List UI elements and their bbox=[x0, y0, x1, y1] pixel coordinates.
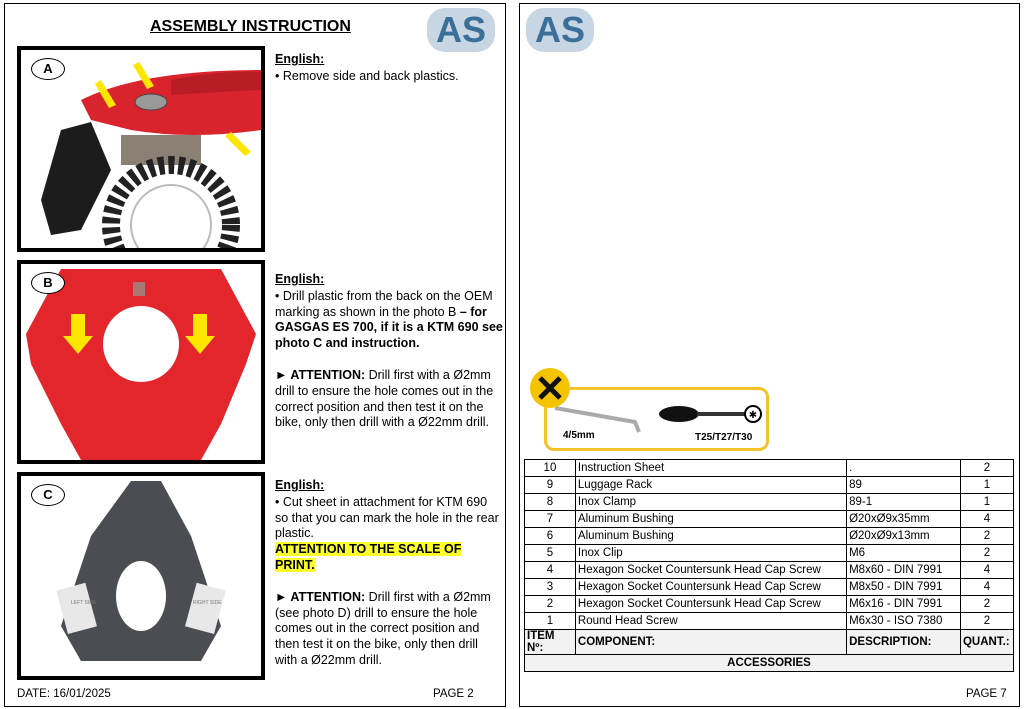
cell-component: Round Head Screw bbox=[575, 613, 846, 630]
cell-description: Ø20xØ9x35mm bbox=[847, 511, 961, 528]
cell-quantity: 4 bbox=[960, 562, 1013, 579]
cell-quantity: 4 bbox=[960, 511, 1013, 528]
svg-text:AS: AS bbox=[534, 9, 586, 50]
page-number-right: PAGE 7 bbox=[966, 688, 1007, 700]
hex-key-label: 4/5mm bbox=[563, 430, 595, 441]
as-logo bbox=[425, 6, 497, 54]
cell-component: Hexagon Socket Countersunk Head Cap Screw bbox=[575, 562, 846, 579]
tools-badge bbox=[530, 368, 570, 408]
table-row bbox=[525, 477, 1014, 494]
cell-component: Aluminum Bushing bbox=[575, 511, 846, 528]
cell-quantity: 4 bbox=[960, 579, 1013, 596]
cell-quantity: 2 bbox=[960, 596, 1013, 613]
step-c-line: • Cut sheet in attachment for KTM 690 so that you can mark the hole in the rear plastic. bbox=[275, 494, 499, 541]
cell-item-number: 6 bbox=[525, 528, 576, 545]
step-a-heading: English: bbox=[275, 52, 325, 66]
torx-label: T25/T27/T30 bbox=[695, 432, 753, 443]
rear-plastic-black-image bbox=[21, 476, 261, 676]
header-item-no: ITEM Nº: bbox=[525, 630, 576, 655]
cell-item-number: 1 bbox=[525, 613, 576, 630]
table-row bbox=[525, 579, 1014, 596]
step-c-highlight: ATTENTION TO THE SCALE OF PRINT. bbox=[275, 542, 462, 572]
cell-description: 89-1 bbox=[847, 494, 961, 511]
step-b-attention-label: ► ATTENTION: bbox=[275, 367, 366, 382]
header-quantity: QUANT.: bbox=[960, 630, 1013, 655]
parts-table bbox=[524, 459, 1014, 672]
step-b-attention-text: Drill first with a Ø2mm drill to ensure the hole comes out in the correct position and then test it on the bike, only then drill with a Ø22mm drill. bbox=[275, 367, 494, 430]
cell-component: Aluminum Bushing bbox=[575, 528, 846, 545]
cell-item-number: 10 bbox=[525, 460, 576, 477]
accessories-label: ACCESSORIES bbox=[525, 655, 1014, 672]
rear-plastic-red-image bbox=[21, 264, 261, 460]
cell-component: Instruction Sheet bbox=[575, 460, 846, 477]
table-row bbox=[525, 562, 1014, 579]
photo-a bbox=[17, 46, 265, 252]
cell-description: 89 bbox=[847, 477, 961, 494]
step-b-bold-note: – for GASGAS ES 700, if it is a KTM 690 see photo C and instruction. bbox=[275, 304, 503, 351]
cell-description: M8x60 - DIN 7991 bbox=[847, 562, 961, 579]
svg-text:LEFT SIDE: LEFT SIDE bbox=[71, 600, 97, 606]
cell-component: Hexagon Socket Countersunk Head Cap Screw bbox=[575, 579, 846, 596]
table-row bbox=[525, 511, 1014, 528]
table-row bbox=[525, 460, 1014, 477]
cell-item-number: 8 bbox=[525, 494, 576, 511]
cell-quantity: 1 bbox=[960, 477, 1013, 494]
cell-description: M8x50 - DIN 7991 bbox=[847, 579, 961, 596]
cell-quantity: 2 bbox=[960, 528, 1013, 545]
photo-label-c: C bbox=[31, 484, 65, 506]
cell-component: Luggage Rack bbox=[575, 477, 846, 494]
table-row bbox=[525, 545, 1014, 562]
table-row bbox=[525, 494, 1014, 511]
screwdriver-icon bbox=[659, 406, 699, 422]
wrench-screwdriver-icon bbox=[530, 368, 570, 408]
step-c-attention-text: Drill first with a Ø2mm (see photo D) drill to ensure the hole comes out in the correct position and then test it on the bike, only then drill with a Ø22mm drill. bbox=[275, 589, 491, 667]
accessories-row bbox=[525, 655, 1014, 672]
page-title: ASSEMBLY INSTRUCTION bbox=[150, 18, 351, 35]
cell-description: M6 bbox=[847, 545, 961, 562]
header-component: COMPONENT: bbox=[575, 630, 846, 655]
cell-component: Inox Clamp bbox=[575, 494, 846, 511]
motorcycle-rear-image bbox=[21, 50, 261, 248]
photo-label-b: B bbox=[31, 272, 65, 294]
svg-text:✱: ✱ bbox=[748, 410, 758, 421]
tools-box bbox=[544, 387, 769, 451]
cell-item-number: 9 bbox=[525, 477, 576, 494]
table-header-row bbox=[525, 630, 1014, 655]
cell-quantity: 2 bbox=[960, 613, 1013, 630]
right-page bbox=[519, 3, 1020, 707]
cell-description: M6x30 - ISO 7380 bbox=[847, 613, 961, 630]
cell-component: Hexagon Socket Countersunk Head Cap Screw bbox=[575, 596, 846, 613]
cell-item-number: 4 bbox=[525, 562, 576, 579]
date-footer: DATE: 16/01/2025 bbox=[17, 688, 111, 700]
cell-item-number: 5 bbox=[525, 545, 576, 562]
cell-item-number: 2 bbox=[525, 596, 576, 613]
table-row bbox=[525, 596, 1014, 613]
cell-description: M6x16 - DIN 7991 bbox=[847, 596, 961, 613]
cell-quantity: 2 bbox=[960, 545, 1013, 562]
header-description: DESCRIPTION: bbox=[847, 630, 961, 655]
step-a-text bbox=[275, 52, 503, 85]
cell-item-number: 7 bbox=[525, 511, 576, 528]
step-c-heading: English: bbox=[275, 478, 325, 492]
photo-b bbox=[17, 260, 265, 464]
table-row bbox=[525, 613, 1014, 630]
left-page bbox=[4, 3, 506, 707]
step-b-text bbox=[275, 272, 503, 431]
cell-item-number: 3 bbox=[525, 579, 576, 596]
tools-illustration bbox=[547, 390, 766, 448]
step-b-heading: English: bbox=[275, 272, 325, 286]
cell-component: Inox Clip bbox=[575, 545, 846, 562]
table-row bbox=[525, 528, 1014, 545]
cell-quantity: 1 bbox=[960, 494, 1013, 511]
photo-c bbox=[17, 472, 265, 680]
cell-description: . bbox=[847, 460, 961, 477]
cell-quantity: 2 bbox=[960, 460, 1013, 477]
as-logo-right bbox=[524, 6, 596, 54]
step-c-attention-label: ► ATTENTION: bbox=[275, 589, 366, 604]
photo-label-a: A bbox=[31, 58, 65, 80]
step-c-text bbox=[275, 478, 503, 669]
hex-key-icon bbox=[555, 408, 639, 432]
step-a-line: • Remove side and back plastics. bbox=[275, 68, 459, 83]
step-b-line: • Drill plastic from the back on the OEM marking as shown in the photo B bbox=[275, 288, 493, 319]
svg-text:RIGHT SIDE: RIGHT SIDE bbox=[193, 600, 222, 606]
cell-description: Ø20xØ9x13mm bbox=[847, 528, 961, 545]
svg-text:AS: AS bbox=[435, 9, 487, 50]
page-number-left: PAGE 2 bbox=[433, 688, 474, 700]
